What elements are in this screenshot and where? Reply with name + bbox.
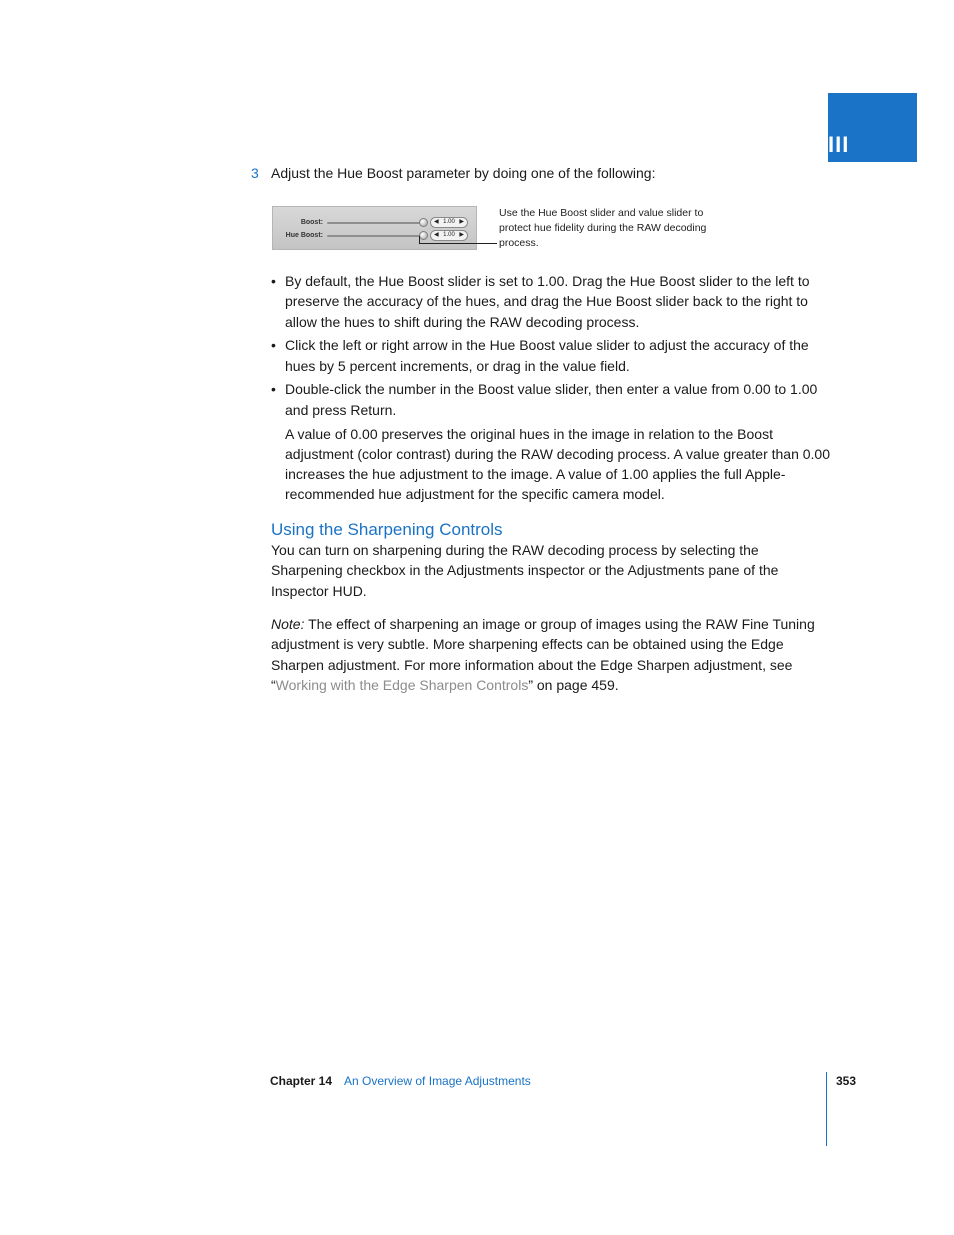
boost-row	[273, 217, 478, 229]
footer-chapter	[270, 1072, 531, 1090]
hue-boost-row	[273, 230, 478, 242]
callout-leader	[419, 243, 497, 244]
list-item: • Double-click the number in the Boost value slider, then enter a value from 0.00 to 1.00 and press Return.	[271, 381, 818, 418]
note-label: Note:	[271, 616, 305, 632]
boost-slider-track	[327, 222, 423, 224]
footer-divider	[826, 1072, 827, 1146]
slider-knob-icon	[419, 218, 428, 227]
hue-boost-label: Hue Boost:	[285, 232, 323, 239]
figure-callout: Use the Hue Boost slider and value slider to protect hue fidelity during the RAW decoding process.	[499, 207, 707, 249]
cross-reference-link[interactable]: Working with the Edge Sharpen Controls	[275, 676, 529, 693]
right-arrow-icon: ▶	[459, 219, 464, 225]
slider-knob-icon	[419, 231, 428, 240]
page-number: 353	[836, 1074, 857, 1088]
hue-boost-value: 1.00	[443, 232, 455, 238]
bullet-continuation: A value of 0.00 preserves the original hues in the image in relation to the Boost adjustment (color contrast) during the RAW decoding process. A value greater than 0.00 increases the hue adjustment to the image. A value of 1.00 applies the full Apple-recommended hue adjustment for the specific camera model.	[285, 425, 831, 503]
section-paragraph: You can turn on sharpening during the RAW decoding process by selecting the Sharpening checkbox in the Adjustments inspector or the Adjustments pane of the Inspector HUD.	[271, 542, 779, 599]
bullet-list	[271, 271, 831, 505]
note-text: The effect of sharpening an image or group of images using the RAW Fine Tuning adjustment is very subtle. More sharpening effects can be obtained using the Edge Sharpen adjustment. For more information about the Edge Sharpen adjustment, see “	[271, 616, 815, 693]
part-tab	[828, 93, 917, 162]
note-tail: ” on page 459.	[528, 676, 619, 693]
hue-boost-slider-track	[327, 235, 423, 237]
boost-value-slider	[430, 217, 468, 228]
section-heading: Using the Sharpening Controls	[271, 520, 503, 539]
boost-value: 1.00	[443, 219, 455, 225]
boost-label: Boost:	[300, 219, 323, 226]
left-arrow-icon: ◀	[434, 219, 439, 225]
part-numeral: III	[828, 132, 850, 157]
step-text: Adjust the Hue Boost parameter by doing one of the following:	[271, 165, 656, 181]
list-item: • By default, the Hue Boost slider is set to 1.00. Drag the Hue Boost slider to the left to preserve the accuracy of the hues, and drag the Hue Boost slider back to the right to allow the hues to shift during the RAW decoding process.	[271, 273, 810, 330]
right-arrow-icon: ▶	[459, 232, 464, 238]
note-paragraph	[271, 614, 831, 695]
list-item: • Click the left or right arrow in the Hue Boost value slider to adjust the accuracy of the hues by 5 percent increments, or drag in the value field.	[271, 337, 809, 374]
chapter-label: Chapter 14	[270, 1074, 333, 1088]
hue-boost-value-slider	[430, 230, 468, 241]
left-arrow-icon: ◀	[434, 232, 439, 238]
step-3	[251, 163, 655, 183]
step-number: 3	[251, 165, 259, 181]
chapter-title: An Overview of Image Adjustments	[344, 1074, 531, 1088]
